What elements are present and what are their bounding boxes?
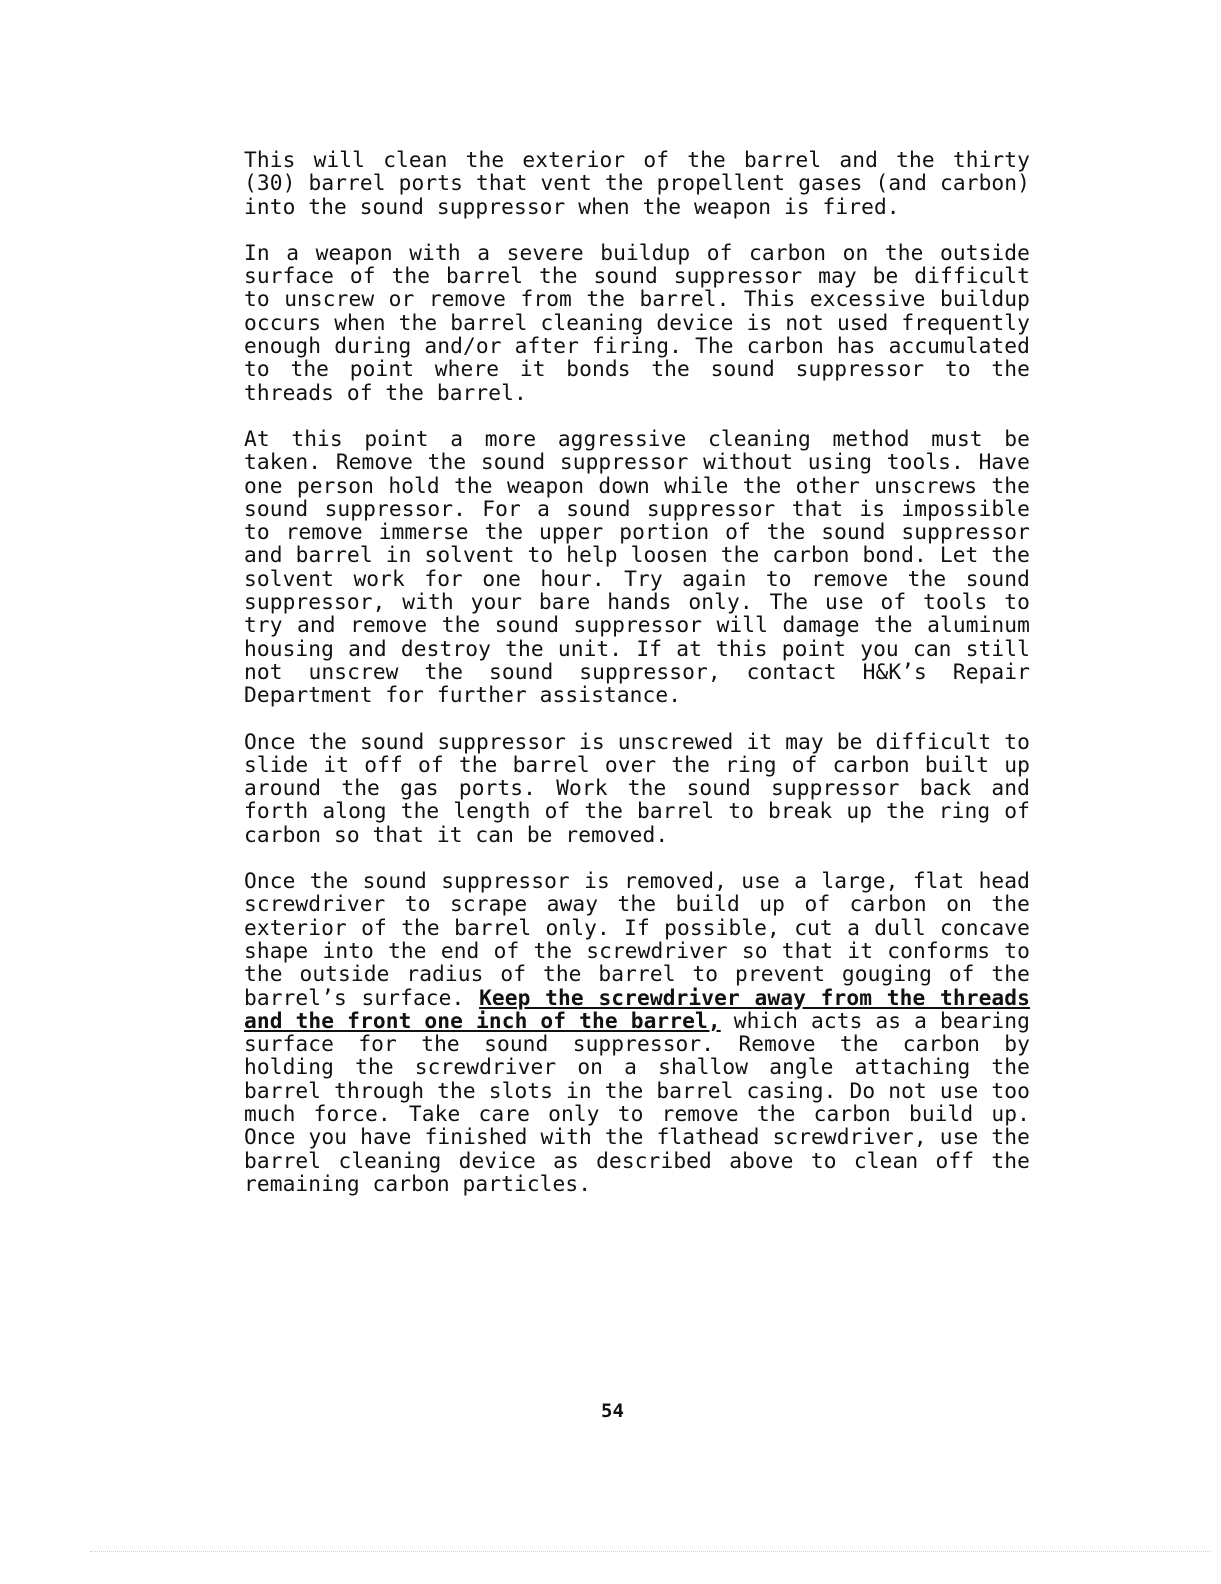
screwdriver-warning: Keep the screwdriver away from the threads and the front one inch of the barrel,	[244, 984, 1030, 1033]
body-text	[244, 148, 1030, 1218]
paragraph-remove-suppressor: Once the sound suppressor is unscrewed it may be difficult to slide it off of the barrel over the ring of carbon built up around the gas ports. Work the sound suppressor back and forth along the length of the barrel to break up the ring of carbon so that it can be removed.	[244, 728, 1030, 847]
paragraph-carbon-buildup: In a weapon with a severe buildup of carbon on the outside surface of the barrel the sound suppressor may be difficult to unscrew or remove from the barrel. This excessive buildup occurs when the barrel cleaning device is not used frequently enough during and/or after firing. The carbon has accumulated to the point where it bonds the sound suppressor to the threads of the barrel.	[244, 239, 1030, 405]
page-number: 54	[601, 1400, 624, 1422]
paragraph-screwdriver-rest: which acts as a bearing surface for the sound suppressor. Remove the carbon by holding the screwdriver on a shallow angle attaching the barrel through the slots in the barrel casing. Do not use too much force. Take care only to remove the carbon build up. Once you have finished with the flathead screwdriver, use the barrel cleaning device as described above to clean off the remaining carbon particles.	[244, 1007, 1031, 1196]
paragraph-barrel-ports: This will clean the exterior of the barrel and the thirty (30) barrel ports that vent the propellent gases (and carbon) into the sound suppressor when the weapon is fired.	[244, 147, 1030, 219]
paragraph-screwdriver-intro: Once the sound suppressor is removed, use a large, flat head screwdriver to scrape away the build up of carbon on the exterior of the barrel only. If possible, cut a dull concave shape into the end of the screwdriver so that it conforms to the outside radius of the barrel to prevent gouging of the barrel’s surface.	[244, 868, 1030, 1010]
scan-edge-line	[90, 1551, 1210, 1552]
paragraph-aggressive-cleaning: At this point a more aggressive cleaning method must be taken. Remove the sound suppressor without using tools. Have one person hold the weapon down while the other unscrews the sound suppressor. For a sound suppressor that is impossible to remove immerse the upper portion of the sound suppressor and barrel in solvent to help loosen the carbon bond. Let the solvent work for one hour. Try again to remove the sound suppressor, with your bare hands only. The use of tools to try and remove the sound suppressor will damage the aluminum housing and destroy the unit. If at this point you can still not unscrew the sound suppressor, contact H&K’s Repair Department for further assistance.	[244, 425, 1030, 708]
paragraph-screwdriver	[244, 869, 1030, 1195]
